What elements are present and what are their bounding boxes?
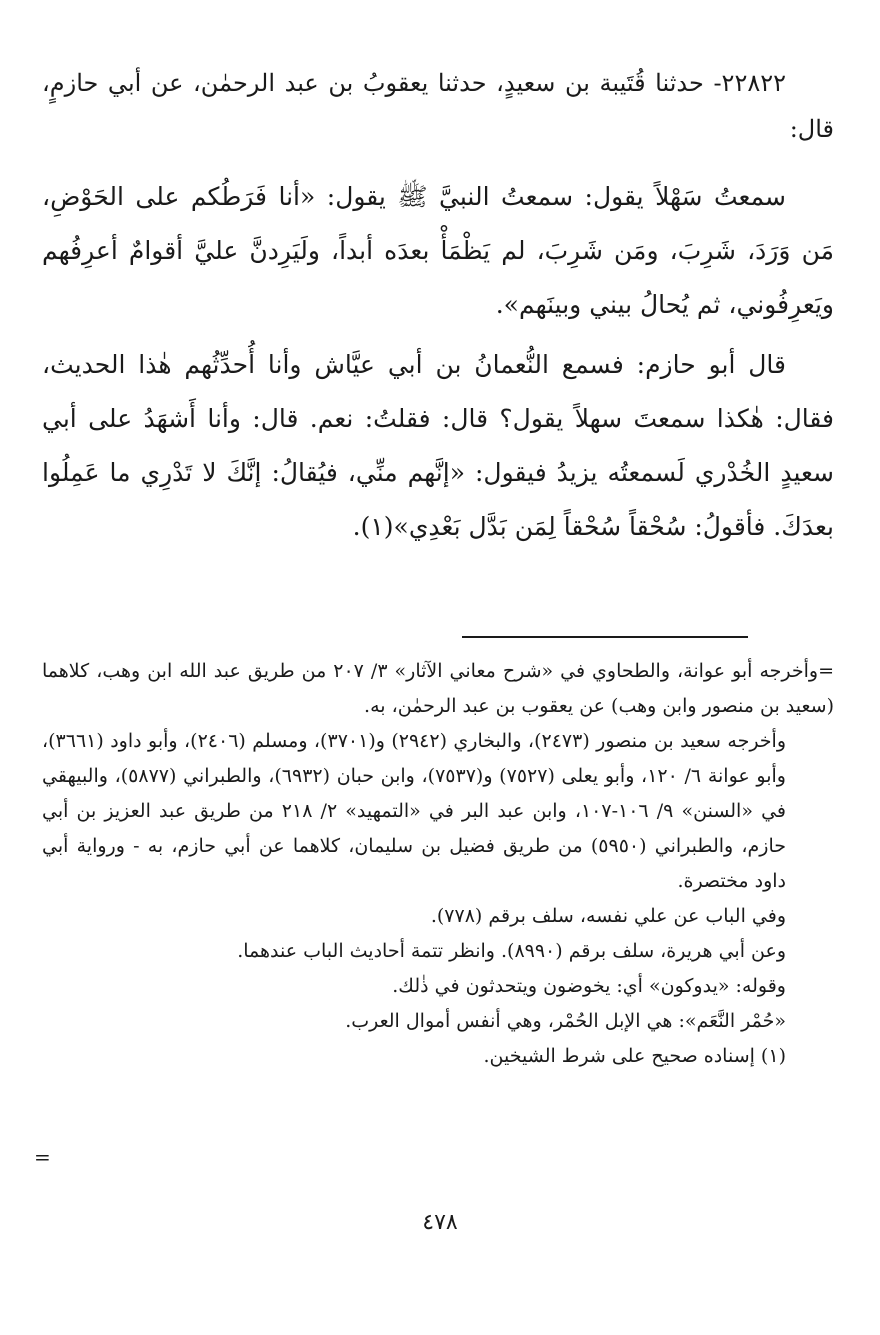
hadith-chain xyxy=(42,60,834,152)
hadith-text xyxy=(42,60,834,560)
hadith-paragraph-2 xyxy=(42,338,834,554)
footnote-humr-naam: «حُمْر النَّعَم»: هي الإبل الحُمْر، وهي أنفس أموال العرب. xyxy=(345,1010,786,1032)
hadith-paragraph-1 xyxy=(42,170,834,332)
footnote-yadukun: وقوله: «يدوكون» أي: يخوضون ويتحدثون في ذٰلك. xyxy=(392,975,786,997)
footnote-1: (١) إسناده صحيح على شرط الشيخين. xyxy=(483,1045,786,1067)
continues-mark: = xyxy=(34,1145,51,1169)
footnote-separator xyxy=(462,636,748,638)
hadith-paragraph-2-text: قال أبو حازم: فسمع النُّعمانُ بن أبي عيَّاش وأنا أُحدِّثُهم هٰذا الحديث، فقال: هٰكذا سمعتَ سهلاً يقول؟ قال: فقلتُ: نعم. قال: وأنا أَشهَدُ على أبي سعيدٍ الخُدْري لَسمعتُه يزيدُ فيقول: «إنَّهم منِّي، فيُقالُ: إنَّكَ لا تَدْرِي ما عَمِلُوا بعدَكَ. فأقولُ: سُحْقاً سُحْقاً لِمَن بَدَّل بَعْدِي»(١). xyxy=(42,350,834,541)
footnote-bab-ali: وفي الباب عن علي نفسه، سلف برقم (٧٧٨). xyxy=(430,905,786,927)
footnote-bab-abu-hurayra: وعن أبي هريرة، سلف برقم (٨٩٩٠). وانظر تتمة أحاديث الباب عندهما. xyxy=(237,940,786,962)
hadith-paragraph-1-text: سمعتُ سَهْلاً يقول: سمعتُ النبيَّ ﷺ يقول: «أنا فَرَطُكم على الحَوْضِ، مَن وَرَدَ، شَرِبَ، ومَن شَرِبَ، لم يَظْمَأْ بعدَه أبداً، ولَيَرِدنَّ عليَّ أقوامٌ أعرِفُهم ويَعرِفُوني، ثم يُحالُ بيني وبينَهم». xyxy=(42,182,834,319)
footnote-takhrij: وأخرجه سعيد بن منصور (٢٤٧٣)، والبخاري (٢٩٤٢) و(٣٧٠١)، ومسلم (٢٤٠٦)، وأبو داود (٣٦٦١)، وأبو عوانة ٦/ ١٢٠، وأبو يعلى (٧٥٢٧) و(٧٥٣٧)، وابن حبان (٦٩٣٢)، والطبراني (٥٨٧٧)، والبيهقي في «السنن» ٩/ ١٠٦-١٠٧، وابن عبد البر في «التمهيد» ٢/ ٢١٨ من طريق عبد العزيز بن أبي حازم، والطبراني (٥٩٥٠) من طريق فضيل بن سليمان، كلاهما عن أبي حازم، به - ورواية أبي داود مختصرة. xyxy=(42,730,787,892)
hadith-chain-text: ٢٢٨٢٢- حدثنا قُتَيبة بن سعيدٍ، حدثنا يعقوبُ بن عبد الرحمٰن، عن أبي حازمٍ، قال: xyxy=(42,69,834,143)
footnote-continuation: =وأخرجه أبو عوانة، والطحاوي في «شرح معاني الآثار» ٣/ ٢٠٧ من طريق عبد الله ابن وهب، كلاهما (سعيد بن منصور وابن وهب) عن يعقوب بن عبد الرحمٰن، به. xyxy=(42,660,834,717)
page-number: ٤٧٨ xyxy=(422,1210,458,1235)
footnotes xyxy=(42,654,834,1074)
